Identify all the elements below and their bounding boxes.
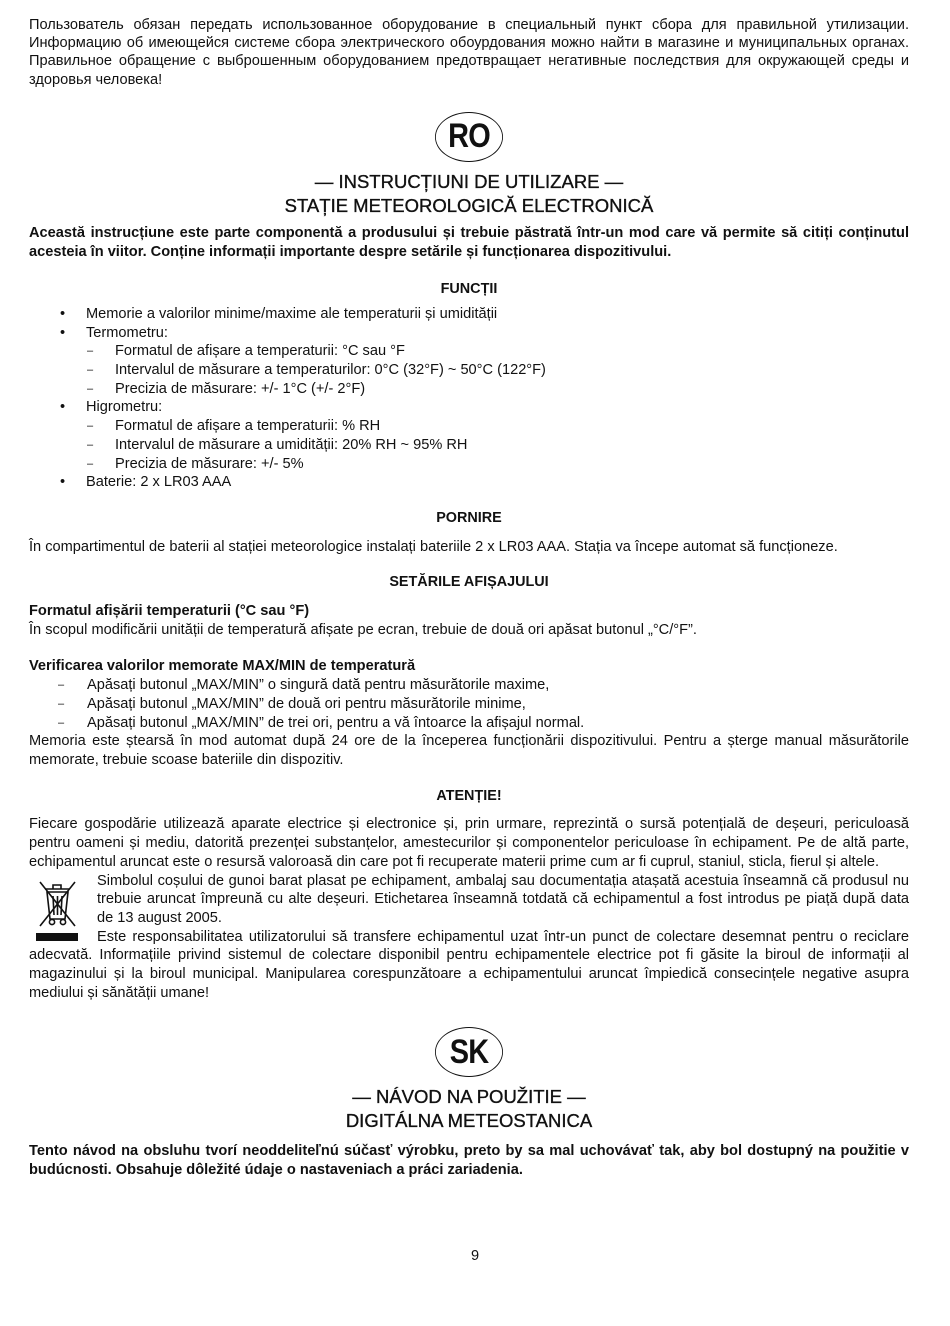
bullet-icon: • [60,305,66,322]
sublist-item-text: Precizia de măsurare: +/- 1°C (+/- 2°F) [115,380,366,397]
list-item-text: Apăsați butonul „MAX/MIN” o singură dată pentru măsurătorile maxime, [87,677,550,694]
bullet-icon: • [60,324,66,341]
list-item-text: Apăsați butonul „MAX/MIN” de trei ori, pentru a vă întoarce la afișajul normal. [87,714,585,731]
list-item-text: Memorie a valorilor minime/maxime ale temperaturii și umidității [86,305,498,322]
dash-icon: – [87,438,94,451]
dash-icon: – [87,420,94,433]
sk-title-line1: — NÁVOD NA POUŽITIE — [352,1086,586,1108]
ro-verify-list [29,676,909,732]
crossed-out-wheelie-bin-icon [33,874,81,944]
sublist-item [29,455,909,474]
ro-weee-block [29,872,909,1003]
list-item [29,398,909,473]
ro-functions-list [29,305,909,492]
ro-attention-text: Fiecare gospodărie utilizează aparate electrice și electronice și, prin urmare, reprezintă o sursă potențială de deșeuri, periculoasă pentru oameni și mediu, datorită prezenței substanțelor, amestecurilor și componentelor periculoase în echipament. Pe de altă parte, echipamentul aruncat este o resursă valoroasă din care pot fi recuperate materii prime cum ar fi cuprul, staniul, sticla, fierul și altele. [29,816,909,870]
sublist-item-text: Intervalul de măsurare a umidității: 20% RH ~ 95% RH [115,436,468,453]
ro-attention-heading: ATENȚIE! [436,787,502,804]
sublist-item [29,361,909,380]
ro-memory-text: Memoria este ștearsă în mod automat după 24 ore de la începerea funcționării dispozitivului. Pentru a șterge manual măsurătorile memorate, trebuie scoase bateriile din dispozitiv. [29,733,909,768]
list-item [29,324,909,399]
russian-disposal-paragraph: Пользователь обязан передать использованное оборудование в специальный пункт сбора для правильной утилизации. Информацию об имеющейся системе сбора электрического обоурдования можно найти в магазине и муниципальных органах. Правильное обращение с выброшенным оборудованием предотвращает негативные последствия для окружающей среды и здоровья человека! [29,17,909,88]
sublist-item-text: Formatul de afișare a temperaturii: °C sau °F [115,343,405,360]
sk-title [29,1085,909,1133]
sublist-item-text: Intervalul de măsurare a temperaturilor: 0°C (32°F) ~ 50°C (122°F) [115,362,546,379]
ro-title-line2: STAȚIE METEOROLOGICĂ ELECTRONICĂ [284,194,654,216]
list-item [29,714,909,733]
bullet-icon: • [60,399,66,416]
hygrometer-sublist [86,417,909,473]
ro-title-line1: — INSTRUCȚIUNI DE UTILIZARE — [314,170,624,192]
sublist-item [29,436,909,455]
dash-icon: – [58,679,65,692]
ro-format-text: În scopul modificării unității de temperatură afișate pe ecran, trebuie de două ori apăsat butonul „°C/°F”. [29,621,697,638]
ro-badge-wrap [29,112,909,162]
sublist-item-text: Precizia de măsurare: +/- 5% [115,455,304,472]
ro-display-heading: SETĂRILE AFIȘAJULUI [389,574,549,591]
sublist-item-text: Formatul de afișare a temperaturii: % RH [115,418,381,435]
ro-country-badge: RO [435,112,503,162]
dash-icon: – [87,382,94,395]
ro-verify-title: Verificarea valorilor memorate MAX/MIN de temperatură [29,658,416,675]
dash-icon: – [58,716,65,729]
ro-responsibility-text: Este responsabilitatea utilizatorului să transfere echipamentul uzat într-un punct de colectare desemnat pentru o reciclare adecvată. Informațiile privind sistemul de colectare disponibil pentru echipamentele electrice pot fi găsite la biroul de informații al magazinului și la biroul municipal. Manipularea corespunzătoare a echipamentului aruncat împiedică consecințele negative asupra mediului și sănătății umane! [29,928,909,1001]
list-item [29,473,909,492]
list-item-text: Termometru: [86,324,168,341]
ro-functions-heading: FUNCȚII [440,281,498,298]
dash-icon: – [58,697,65,710]
bullet-icon: • [60,474,66,491]
ro-intro: Această instrucțiune este parte componentă a produsului și trebuie păstrată într-un mod care vă permite să citiți conținutul acesteia în viitor. Conține informații importante despre setările și funcționarea dispozitivului. [29,224,909,260]
dash-icon: – [87,364,94,377]
thermometer-sublist [86,342,909,398]
list-item-text: Baterie: 2 x LR03 AAA [86,474,232,491]
dash-icon: – [87,457,94,470]
list-item [29,695,909,714]
ro-start-heading: PORNIRE [436,509,502,526]
sk-badge-wrap [29,1027,909,1077]
list-item-text: Apăsați butonul „MAX/MIN” de două ori pentru măsurătorile minime, [87,695,526,712]
ro-title [29,170,909,218]
ro-start-text: În compartimentul de baterii al stației meteorologice instalați bateriile 2 x LR03 AAA. Stația va începe automat să funcționeze. [29,538,838,555]
sk-country-badge: SK [435,1027,503,1077]
sk-intro: Tento návod na obsluhu tvorí neoddeliteľnú súčasť výrobku, preto by sa mal uchovávať tak, aby bol dostupný na použitie v budúcnosti. Obsahuje dôležité údaje o nastaveniach a práci zariadenia. [29,1143,909,1179]
sublist-item [29,380,909,399]
ro-weee-text: Simbolul coșului de gunoi barat plasat pe echipament, ambalaj sau documentația atașată acestuia înseamnă că produsul nu trebuie aruncat împreună cu alte deșeuri. Etichetarea înseamnă totdată că echipamentul a fost introdus pe piață după data de 13 august 2005. [97,872,909,926]
list-item [29,676,909,695]
ro-format-title: Formatul afișării temperaturii (°C sau °F) [29,603,310,620]
list-item [29,305,909,324]
sublist-item [29,417,909,436]
sublist-item [29,342,909,361]
dash-icon: – [87,345,94,358]
page-number: 9 [470,1248,480,1264]
list-item-text: Higrometru: [86,399,163,416]
sk-title-line2: DIGITÁLNA METEOSTANICA [345,1110,593,1132]
